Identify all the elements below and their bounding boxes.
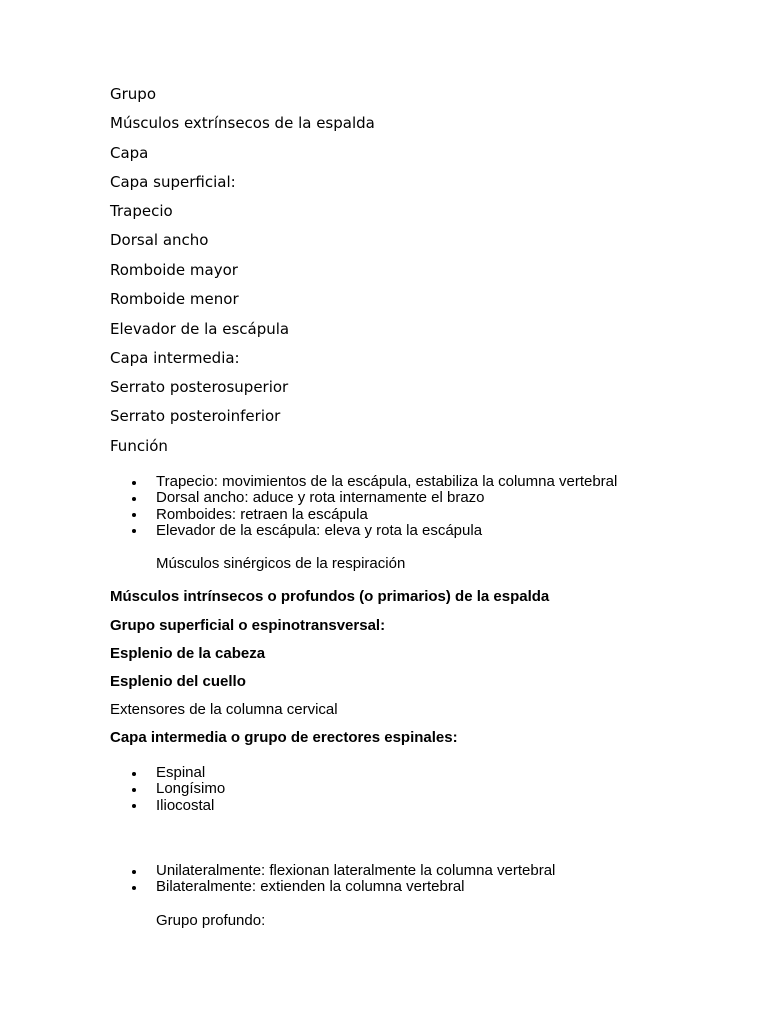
bullet-icon <box>132 529 136 533</box>
line-romboide-mayor: Romboide mayor <box>110 261 238 279</box>
line-grupo: Grupo <box>110 85 156 103</box>
line-musculos-extrinsecos: Músculos extrínsecos de la espalda <box>110 114 375 132</box>
list-item: Unilateralmente: flexionan lateralmente la columna vertebral <box>110 863 555 879</box>
list-item: Dorsal ancho: aduce y rota internamente el brazo <box>110 490 617 506</box>
esplenio-cuello: Esplenio del cuello <box>110 673 246 690</box>
list-item: Iliocostal <box>110 798 225 814</box>
bullet-icon <box>132 870 136 874</box>
line-capa: Capa <box>110 144 149 162</box>
bullet-icon <box>132 497 136 501</box>
line-romboide-menor: Romboide menor <box>110 290 239 308</box>
bullet-icon <box>132 804 136 808</box>
intrinsecos-title: Músculos intrínsecos o profundos (o primarios) de la espalda <box>110 588 550 605</box>
line-funcion: Función <box>110 437 168 455</box>
list-item: Trapecio: movimientos de la escápula, estabiliza la columna vertebral <box>110 474 617 490</box>
bullet-icon <box>132 886 136 890</box>
grupo-superficial-heading: Grupo superficial o espinotransversal: <box>110 617 386 634</box>
list-item: Elevador de la escápula: eleva y rota la escápula <box>110 523 617 539</box>
esplenio-cabeza: Esplenio de la cabeza <box>110 645 266 662</box>
bullet-icon <box>132 788 136 792</box>
line-dorsal-ancho: Dorsal ancho <box>110 231 209 249</box>
sinergicos-text: Músculos sinérgicos de la respiración <box>156 555 406 572</box>
line-capa-intermedia: Capa intermedia: <box>110 349 240 367</box>
accion-list <box>110 863 555 896</box>
list-item: Bilateralmente: extienden la columna vertebral <box>110 879 555 895</box>
line-serrato-posteroinferior: Serrato posteroinferior <box>110 407 281 425</box>
list-item: Longísimo <box>110 781 225 797</box>
line-elevador-escapula: Elevador de la escápula <box>110 320 290 338</box>
bullet-icon <box>132 513 136 517</box>
bullet-icon <box>132 481 136 485</box>
erectores-list <box>110 765 225 814</box>
list-item: Espinal <box>110 765 225 781</box>
bullet-icon <box>132 772 136 776</box>
line-capa-superficial: Capa superficial: <box>110 173 236 191</box>
line-trapecio: Trapecio <box>110 202 173 220</box>
line-serrato-posterosuperior: Serrato posterosuperior <box>110 378 289 396</box>
grupo-profundo-text: Grupo profundo: <box>156 912 266 929</box>
capa-intermedia-erectores-heading: Capa intermedia o grupo de erectores espinales: <box>110 729 458 746</box>
list-item: Romboides: retraen la escápula <box>110 507 617 523</box>
extensores-text: Extensores de la columna cervical <box>110 701 338 718</box>
funcion-list <box>110 474 617 539</box>
